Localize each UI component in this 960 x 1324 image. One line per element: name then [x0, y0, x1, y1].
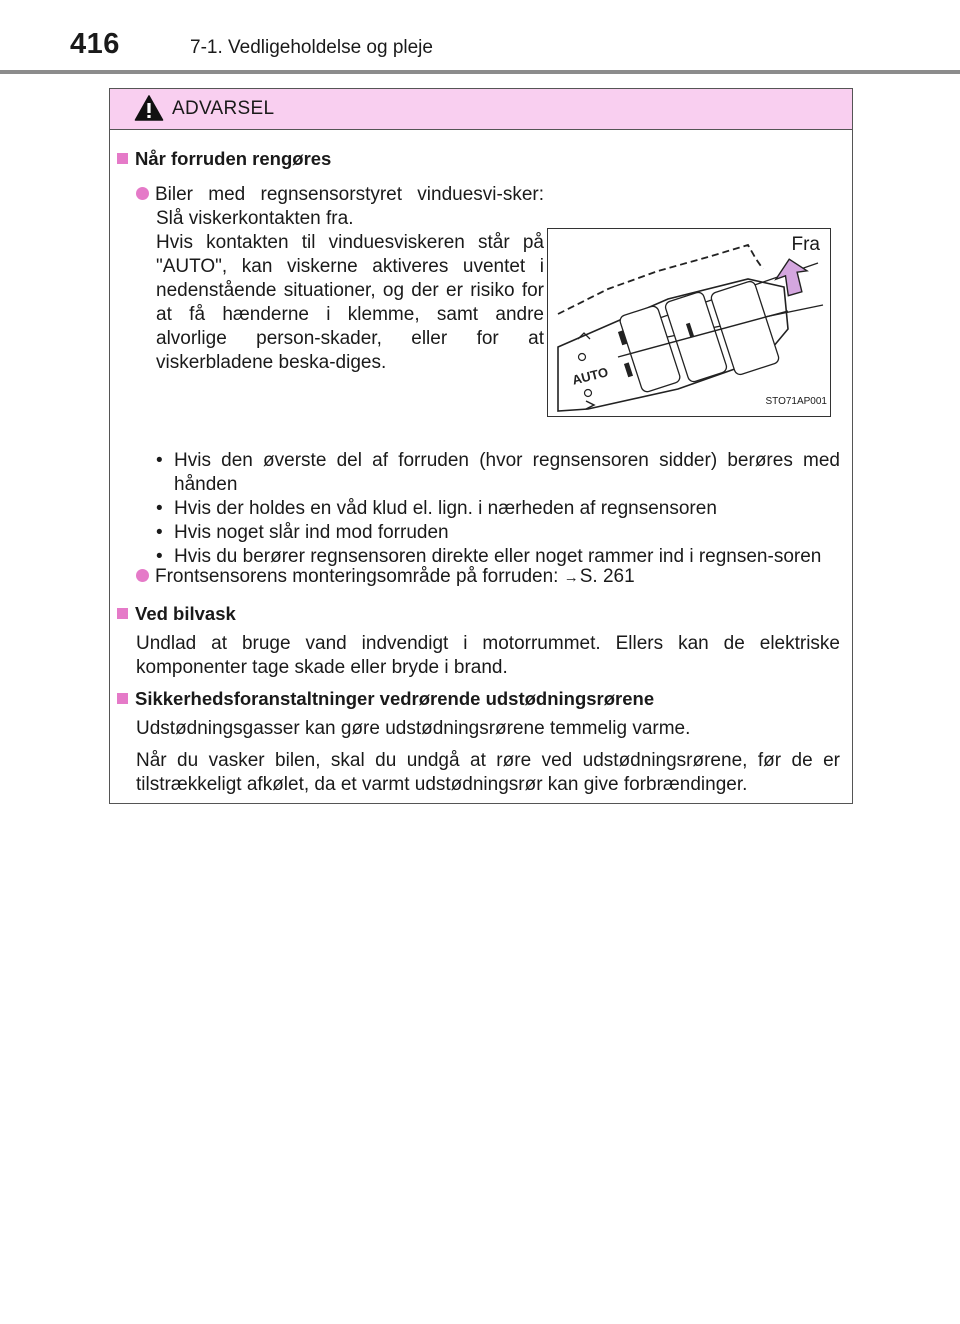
square-bullet-icon: [117, 693, 128, 704]
list-item: • Hvis noget slår ind mod forruden: [156, 521, 840, 545]
exhaust-paragraph-2: Når du vasker bilen, skal du undgå at røre ved udstødningsrørene, før de er tilstrækkeligt afkølet, da et varmt udstødningsrør kan give forbrændinger.: [136, 750, 840, 795]
wiper-lever-illustration: [548, 229, 830, 416]
car-wash-paragraph: Undlad at bruge vand indvendigt i motorrummet. Ellers kan de elektriske komponenter tage skade eller bryde i brand.: [136, 633, 840, 678]
circle-bullet-icon: [136, 187, 149, 200]
auto-wiper-situations-list: [156, 449, 840, 569]
square-bullet-icon: [117, 608, 128, 619]
page-number: 416: [70, 28, 120, 60]
figure-label-fra: Fra: [791, 234, 820, 255]
section-title: 7-1. Vedligeholdelse og pleje: [190, 37, 433, 58]
warning-title: ADVARSEL: [172, 98, 275, 119]
list-item: • Hvis den øverste del af forruden (hvor regnsensoren sidder) berøres med hånden: [156, 449, 840, 497]
warning-triangle-icon: [134, 94, 164, 122]
reference-arrow-icon: →: [563, 569, 579, 586]
list-item: • Hvis du berører regnsensoren direkte eller noget rammer ind i regnsen-soren: [156, 545, 840, 569]
circle-bullet-icon: [136, 569, 149, 582]
section-heading-car-wash: Ved bilvask: [117, 602, 236, 626]
wiper-off-instruction: Biler med regnsensorstyret vinduesvi-sker: Slå viskerkontakten fra.: [136, 183, 544, 231]
page-header: [0, 0, 960, 74]
page-reference: S. 261: [579, 566, 635, 587]
front-sensor-paragraph: Frontsensorens monteringsområde på forruden: →S. 261: [136, 565, 840, 590]
wiper-auto-detail: Hvis kontakten til vinduesviskeren står på "AUTO", kan viskerne aktiveres uventet i nedenstående situationer, og der er risiko for at få hænderne i klemme, samt andre alvorlige person-skader, eller for at viskerbladene beska-diges.: [156, 232, 544, 373]
section-heading-window-cleaning: Når forruden rengøres: [117, 147, 331, 171]
auto-marking: AUTO: [570, 364, 610, 388]
exhaust-paragraph-1: Udstødningsgasser kan gøre udstødningsrørene temmelig varme.: [136, 718, 691, 739]
section-heading-exhaust: Sikkerhedsforanstaltninger vedrørende udstødningsrørene: [117, 687, 654, 711]
wiper-off-paragraph: [136, 183, 544, 375]
warning-header: [110, 89, 852, 130]
figure-code: STO71AP001: [765, 396, 827, 407]
warning-box: [109, 88, 853, 804]
wiper-lever-figure: [547, 228, 831, 417]
list-item: • Hvis der holdes en våd klud el. lign. i nærheden af regnsensoren: [156, 497, 840, 521]
square-bullet-icon: [117, 153, 128, 164]
header-rule: [0, 70, 960, 74]
